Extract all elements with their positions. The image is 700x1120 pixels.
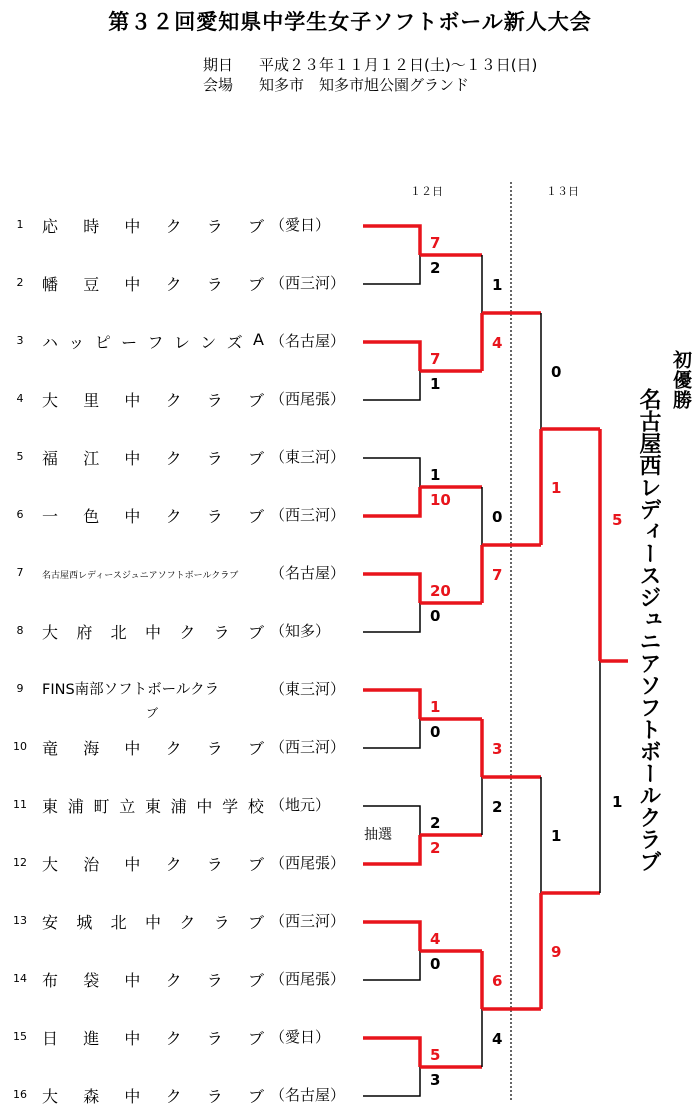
- team-seed-number: 12: [13, 856, 27, 869]
- champion-label: 初優勝: [670, 350, 692, 410]
- tiebreak-note: 抽選: [364, 827, 392, 843]
- r1-score: 10: [430, 491, 451, 509]
- venue-value: 知多市 知多市旭公園グランド: [259, 76, 470, 94]
- team-seed-number: 16: [13, 1088, 27, 1101]
- team-seed-number: 9: [16, 682, 24, 695]
- r1-score: 7: [430, 350, 441, 368]
- r1-line: [363, 574, 420, 603]
- r1-score: 2: [430, 259, 441, 277]
- day1-header: １２日: [410, 185, 443, 198]
- team-name: 東 浦 町 立 東 浦 中 学 校: [42, 797, 264, 816]
- team-seed-number: 3: [16, 334, 24, 347]
- team-name: 日 進 中 ク ラ ブ: [42, 1029, 264, 1048]
- team-name: 幡 豆 中 ク ラ ブ: [42, 275, 264, 294]
- r1-score: 1: [430, 466, 441, 484]
- team-region: （西三河）: [270, 274, 346, 292]
- sf-score: 9: [551, 943, 562, 961]
- team-region: （東三河）: [270, 680, 346, 698]
- r1-line: [363, 951, 420, 980]
- r1-score: 0: [430, 607, 441, 625]
- team-region: （西三河）: [270, 506, 346, 524]
- team-name: FINS南部ソフトボールクラ: [42, 682, 220, 698]
- team-name: 大 里 中 ク ラ ブ: [42, 391, 264, 410]
- r1-line: [363, 458, 420, 487]
- team-name: 大 森 中 ク ラ ブ: [42, 1087, 264, 1106]
- team-name: 名古屋西レディースジュニアソフトボールクラブ: [42, 571, 239, 581]
- r1-score: 2: [430, 839, 441, 857]
- r1-line: [363, 487, 420, 516]
- team-name: ハ ッ ピ ー フ レ ン ズ A: [42, 330, 264, 352]
- team-region: （名古屋）: [270, 332, 346, 350]
- team-name: 応 時 中 ク ラ ブ: [42, 217, 264, 236]
- venue-label: 会場: [203, 76, 234, 94]
- team-seed-number: 14: [13, 972, 27, 985]
- r1-score: 0: [430, 955, 441, 973]
- team-name-overflow-mark: ブ: [146, 706, 159, 720]
- r1-score: 5: [430, 1046, 441, 1064]
- r1-line: [363, 922, 420, 951]
- r1-line: [363, 342, 420, 371]
- qf-score: 3: [492, 740, 503, 758]
- team-seed-number: 2: [16, 276, 24, 289]
- team-region: （名古屋）: [270, 564, 346, 582]
- team-name: 一 色 中 ク ラ ブ: [42, 507, 264, 526]
- champion-team: 名古屋西レディースジュニアソフトボールクラブ: [636, 388, 661, 872]
- sf-score: 1: [551, 479, 562, 497]
- r1-line: [363, 226, 420, 255]
- team-region: （愛日）: [270, 216, 331, 234]
- r1-score: 1: [430, 375, 441, 393]
- r1-score: 0: [430, 723, 441, 741]
- r1-score: 1: [430, 698, 441, 716]
- team-seed-number: 7: [16, 566, 24, 579]
- team-seed-number: 13: [13, 914, 27, 927]
- qf-score: 4: [492, 1030, 503, 1048]
- team-name: 福 江 中 ク ラ ブ: [42, 449, 264, 468]
- r1-score: 3: [430, 1071, 441, 1089]
- r1-score: 4: [430, 930, 441, 948]
- qf-score: 0: [492, 508, 503, 526]
- team-seed-number: 4: [16, 392, 24, 405]
- r1-line: [363, 1038, 420, 1067]
- team-region: （西三河）: [270, 738, 346, 756]
- qf-score: 4: [492, 334, 503, 352]
- team-seed-number: 1: [16, 218, 24, 231]
- qf-score: 6: [492, 972, 503, 990]
- team-name: 安 城 北 中 ク ラ ブ: [42, 913, 264, 932]
- r1-line: [363, 255, 420, 284]
- r1-line: [363, 806, 420, 835]
- r1-line: [363, 719, 420, 748]
- team-seed-number: 11: [13, 798, 27, 811]
- team-region: （愛日）: [270, 1028, 331, 1046]
- team-seed-number: 6: [16, 508, 24, 521]
- qf-score: 1: [492, 276, 503, 294]
- team-region: （地元）: [270, 796, 331, 814]
- team-region: （西尾張）: [270, 970, 346, 988]
- team-seed-number: 8: [16, 624, 24, 637]
- sf-score: 0: [551, 363, 562, 381]
- r1-line: [363, 1067, 420, 1096]
- team-region: （西尾張）: [270, 390, 346, 408]
- r1-line: [363, 835, 420, 864]
- date-label: 期日: [203, 56, 234, 74]
- team-seed-number: 5: [16, 450, 24, 463]
- day2-header: １３日: [546, 185, 579, 198]
- team-name: 竜 海 中 ク ラ ブ: [42, 739, 264, 758]
- team-region: （西三河）: [270, 912, 346, 930]
- r1-score: 2: [430, 814, 441, 832]
- page-title: 第３２回愛知県中学生女子ソフトボール新人大会: [108, 10, 592, 34]
- team-region: （知多）: [270, 622, 331, 640]
- date-value: 平成２３年１１月１２日(土)～１３日(日): [259, 56, 538, 74]
- final-score: 5: [612, 511, 623, 529]
- team-seed-number: 10: [13, 740, 27, 753]
- team-name: 大 治 中 ク ラ ブ: [42, 855, 264, 874]
- r1-score: 20: [430, 582, 451, 600]
- team-region: （名古屋）: [270, 1086, 346, 1104]
- qf-score: 2: [492, 798, 503, 816]
- team-name: 布 袋 中 ク ラ ブ: [42, 971, 264, 990]
- final-score: 1: [612, 793, 623, 811]
- r1-score: 7: [430, 234, 441, 252]
- r1-line: [363, 371, 420, 400]
- r1-line: [363, 603, 420, 632]
- team-seed-number: 15: [13, 1030, 27, 1043]
- r1-line: [363, 690, 420, 719]
- qf-score: 7: [492, 566, 503, 584]
- team-region: （東三河）: [270, 448, 346, 466]
- team-name: 大 府 北 中 ク ラ ブ: [42, 623, 264, 642]
- sf-score: 1: [551, 827, 562, 845]
- team-region: （西尾張）: [270, 854, 346, 872]
